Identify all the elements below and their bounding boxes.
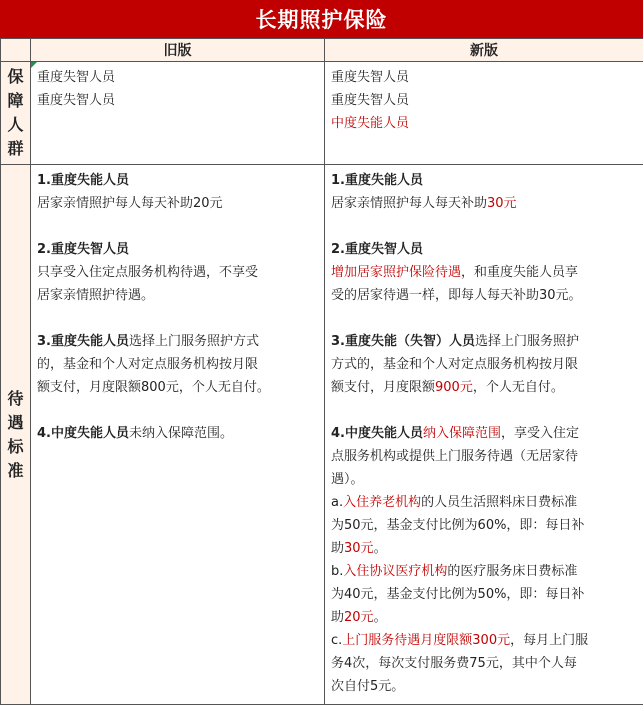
new-section-3-text: 额支付，月度限额900元，个人无自付。 (331, 380, 564, 395)
coverage-old-item: 重度失智人员 (37, 70, 116, 85)
coverage-old-cell (31, 62, 325, 165)
table-header-row (1, 39, 643, 62)
row-header-coverage: 保 障 人 群 (1, 62, 31, 165)
old-section-3-text: 额支付，月度限额800元，个人无自付。 (37, 380, 270, 395)
new-section-2-title: 2.重度失智人员 (331, 242, 423, 257)
old-section-3-text: 3.重度失能人员选择上门服务照护方式 (37, 334, 259, 349)
old-section-4-text: 4.中度失能人员未纳入保障范围。 (37, 426, 233, 441)
new-section-4-text: 遇）。 (331, 472, 364, 487)
coverage-new-item: 中度失能人员 (331, 116, 410, 131)
new-section-4-text: 点服务机构或提供上门服务待遇（无居家待 (331, 449, 579, 464)
benefits-old-cell (31, 165, 325, 705)
table-row-benefits (1, 165, 643, 705)
new-item-b: b.入住协议医疗机构的医疗服务床日费标准 (331, 564, 578, 579)
benefits-new-cell (325, 165, 643, 705)
coverage-new-item: 重度失智人员 (331, 93, 410, 108)
new-item-a: 助30元。 (331, 541, 387, 556)
new-section-2-text: 增加居家照护保险待遇，和重度失能人员享 (331, 265, 579, 280)
new-item-b: 助20元。 (331, 610, 387, 625)
comparison-table (0, 38, 643, 705)
new-section-1-text: 居家亲情照护每人每天补助30元 (331, 196, 517, 211)
new-section-3-text: 方式的，基金和个人对定点服务机构按月限 (331, 357, 579, 372)
coverage-new-cell (325, 62, 643, 165)
old-section-2-text: 居家亲情照护待遇。 (37, 288, 155, 303)
new-section-2-text: 受的居家待遇一样，即每人每天补助30元。 (331, 288, 582, 303)
coverage-new-item: 重度失智人员 (331, 70, 410, 85)
new-section-4-text: 4.中度失能人员纳入保障范围，享受入住定 (331, 426, 580, 441)
corner-cell (1, 39, 31, 62)
new-item-c: c.上门服务待遇月度限额300元，每月上门服 (331, 633, 589, 648)
new-item-a: a.入住养老机构的人员生活照料床日费标准 (331, 495, 578, 510)
table-row-coverage (1, 62, 643, 165)
new-item-c: 次自付5元。 (331, 679, 405, 694)
column-header-old: 旧版 (31, 39, 325, 62)
row-header-benefits: 待 遇 标 准 (1, 165, 31, 705)
coverage-old-item: 重度失智人员 (37, 93, 116, 108)
new-section-3-text: 3.重度失能（失智）人员选择上门服务照护 (331, 334, 579, 349)
comment-marker-icon (31, 62, 37, 68)
old-section-2-title: 2.重度失智人员 (37, 242, 129, 257)
old-section-1-title: 1.重度失能人员 (37, 173, 129, 188)
old-section-3-text: 的，基金和个人对定点服务机构按月限 (37, 357, 259, 372)
new-item-b: 为40元，基金支付比例为50%，即：每日补 (331, 587, 585, 602)
old-section-2-text: 只享受入住定点服务机构待遇，不享受 (37, 265, 259, 280)
page-title: 长期照护保险 (0, 0, 643, 38)
old-section-1-text: 居家亲情照护每人每天补助20元 (37, 196, 223, 211)
column-header-new: 新版 (325, 39, 643, 62)
new-section-1-title: 1.重度失能人员 (331, 173, 423, 188)
new-item-a: 为50元，基金支付比例为60%，即：每日补 (331, 518, 585, 533)
new-item-c: 务4次，每次支付服务费75元，其中个人每 (331, 656, 577, 671)
